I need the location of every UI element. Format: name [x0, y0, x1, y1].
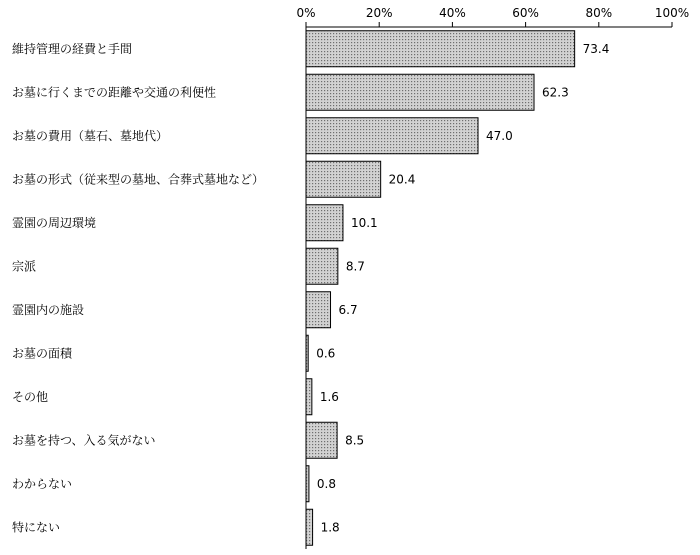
- data-label: 1.8: [320, 520, 340, 535]
- category-label: お墓の費用（墓石、墓地代）: [12, 128, 169, 143]
- category-label: お墓の面積: [12, 346, 73, 361]
- bar: [306, 205, 343, 241]
- data-label: 73.4: [582, 41, 610, 56]
- bar: [306, 118, 478, 154]
- category-label: お墓の形式（従来型の墓地、合葬式墓地など）: [12, 172, 265, 187]
- bar: [306, 74, 534, 110]
- x-tick-label: 80%: [585, 6, 613, 20]
- category-label: 霊園内の施設: [12, 302, 85, 317]
- data-label: 0.8: [316, 476, 337, 491]
- category-label: 維持管理の経費と手間: [12, 41, 133, 56]
- category-labels: [12, 41, 264, 535]
- x-tick-label: 60%: [512, 6, 539, 20]
- x-tick-label: 0%: [296, 6, 316, 20]
- bar: [306, 31, 575, 67]
- bars: [306, 31, 609, 546]
- x-tick-label: 100%: [654, 6, 690, 20]
- data-label: 8.5: [345, 433, 365, 448]
- bar: [306, 292, 331, 328]
- bar: [306, 161, 381, 197]
- data-label: 10.1: [350, 215, 378, 230]
- bar: [306, 248, 338, 284]
- x-tick-label: 40%: [439, 6, 466, 20]
- data-label: 1.6: [319, 389, 339, 404]
- data-label: 8.7: [345, 259, 365, 274]
- category-label: わからない: [12, 476, 73, 491]
- category-label: 宗派: [12, 259, 37, 274]
- category-label: 特にない: [12, 520, 61, 535]
- category-label: お墓を持つ、入る気がない: [12, 433, 156, 448]
- category-label: 霊園の周辺環境: [12, 215, 97, 230]
- category-label: その他: [12, 389, 49, 404]
- data-label: 62.3: [542, 85, 569, 100]
- bar: [306, 509, 313, 545]
- data-label: 20.4: [388, 172, 416, 187]
- x-tick-label: 20%: [365, 6, 393, 20]
- bar: [306, 466, 309, 502]
- data-label: 47.0: [486, 128, 513, 143]
- category-label: お墓に行くまでの距離や交通の利便性: [12, 85, 217, 100]
- data-label: 6.7: [338, 302, 358, 317]
- bar: [306, 379, 312, 415]
- bar: [306, 335, 308, 371]
- data-label: 0.6: [316, 346, 336, 361]
- bar: [306, 422, 337, 458]
